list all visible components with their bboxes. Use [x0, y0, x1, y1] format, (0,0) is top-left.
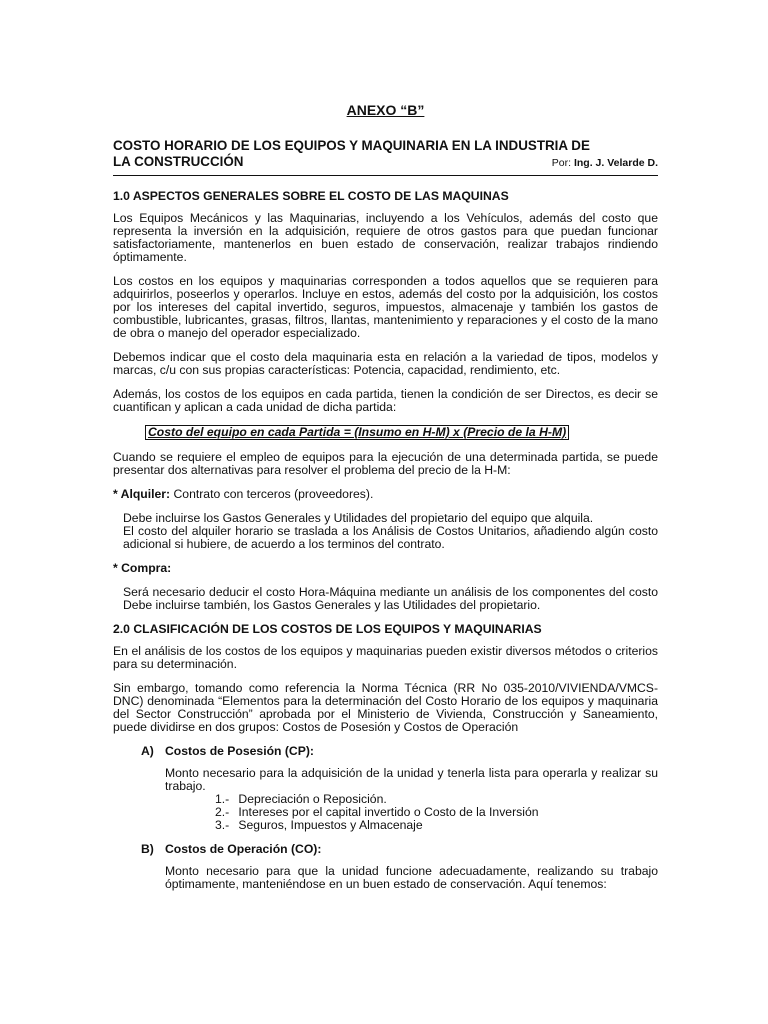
alquiler-paragraph-1: Debe incluirse los Gastos Generales y Utilidades del propietario del equipo que alquila. — [123, 511, 594, 525]
section1-paragraph-4: Además, los costos de los equipos en cada partida, tienen la condición de ser Directos, es decir se cuantifican y aplican a cada unidad de dicha partida: — [113, 387, 658, 414]
author-prefix: Por: — [551, 157, 572, 169]
posesion-title: Costos de Posesión (CP): — [165, 744, 314, 758]
posesion-letter: A) — [141, 744, 154, 758]
operacion-letter: B) — [141, 842, 154, 856]
formula-container — [145, 425, 658, 440]
operacion-title: Costos de Operación (CO): — [165, 842, 322, 856]
alquiler-paragraph-2: El costo del alquiler horario se traslada a los Análisis de Costos Unitarios, añadiendo algún costo adicional si hubiere, de acuerdo a los terminos del contrato. — [123, 524, 658, 551]
document-heading-line1: COSTO HORARIO DE LOS EQUIPOS Y MAQUINARIA EN LA INDUSTRIA DE — [113, 138, 590, 153]
alquiler-bullet — [113, 488, 658, 501]
list-item: 1.- Depreciación o Reposición. — [215, 792, 387, 806]
section1-paragraph-1: Los Equipos Mecánicos y las Maquinarias, incluyendo a los Vehículos, además del costo que representa la inversión en la adquisición, requiere de otros gastos para que puedan funcionar satisfactoriamente, mantenerlos en buen estado de conservación, realizar trabajos rindiendo óptimamente. — [113, 211, 658, 264]
list-item: 2.- Intereses por el capital invertido o Costo de la Inversión — [215, 805, 539, 819]
section1-paragraph-2: Los costos en los equipos y maquinarias corresponden a todos aquellos que se requieren para adquirirlos, poseerlos y operarlos. Incluye en estos, además del costo por la adquisición, los costos por los intereses del capital invertido, seguros, impuestos, almacenaje y también los gastos de combustible, lubricantes, grasas, filtros, llantas, mantenimiento y reparaciones y el costo de la mano de obra o manejo del operador especializado. — [113, 274, 658, 340]
section1-paragraph-3: Debemos indicar que el costo dela maquinaria esta en relación a la variedad de tipos, modelos y marcas, c/u con sus propias características: Potencia, capacidad, rendimiento, etc. — [113, 350, 658, 377]
section2-paragraph-1: En el análisis de los costos de los equipos y maquinarias pueden existir diversos métodos o criterios para su determinación. — [113, 644, 658, 671]
compra-bullet — [113, 562, 658, 575]
section2-paragraph-2: Sin embargo, tomando como referencia la Norma Técnica (RR No 035-2010/VIVIENDA/VMCS-DNC) denominada “Elementos para la determinación del Costo Horario de los equipos y maquinaria del Sector Construcción” aprobada por el Ministerio de Vivienda, Construcción y Saneamiento, puede dividirse en dos grupos: Costos de Posesión y Costos de Operación — [113, 681, 658, 734]
heading-divider — [113, 175, 658, 176]
posesion-description: Monto necesario para la adquisición de la unidad y tenerla lista para operarla y realizar su trabajo. — [165, 766, 658, 793]
annex-title: ANEXO “B” — [346, 102, 425, 118]
section2-heading: 2.0 CLASIFICACIÓN DE LOS COSTOS DE LOS EQUIPOS Y MAQUINARIAS — [113, 622, 542, 636]
operacion-heading — [141, 843, 658, 856]
section1-heading: 1.0 ASPECTOS GENERALES SOBRE EL COSTO DE LAS MAQUINAS — [113, 189, 509, 203]
posesion-list — [215, 793, 658, 832]
document-content — [113, 102, 658, 891]
operacion-description: Monto necesario para que la unidad funcione adecuadamente, realizando su trabajo óptimamente, manteniéndose en un buen estado de conservación. Aquí tenemos: — [165, 864, 658, 891]
author-name: Ing. J. Velarde D. — [573, 157, 658, 169]
document-heading-text: LA CONSTRUCCIÓN — [113, 154, 244, 169]
alquiler-text: Contrato con terceros (proveedores). — [173, 487, 374, 501]
document-heading-line2 — [113, 154, 658, 171]
compra-label: * Compra: — [113, 561, 172, 575]
compra-paragraph: Será necesario deducir el costo Hora-Máquina mediante un análisis de los componentes del costo Debe incluirse también, los Gastos Generales y las Utilidades del propietario. — [123, 585, 658, 612]
posesion-heading — [141, 745, 658, 758]
alquiler-label: * Alquiler: — [113, 487, 171, 501]
list-item: 3.- Seguros, Impuestos y Almacenaje — [215, 818, 423, 832]
author-credit — [552, 155, 658, 171]
section1-paragraph-5: Cuando se requiere el empleo de equipos para la ejecución de una determinada partida, se puede presentar dos alternativas para resolver el problema del precio de la H-M: — [113, 450, 658, 477]
cost-formula: Costo del equipo en cada Partida = (Insumo en H-M) x (Precio de la H-M) — [145, 425, 569, 440]
